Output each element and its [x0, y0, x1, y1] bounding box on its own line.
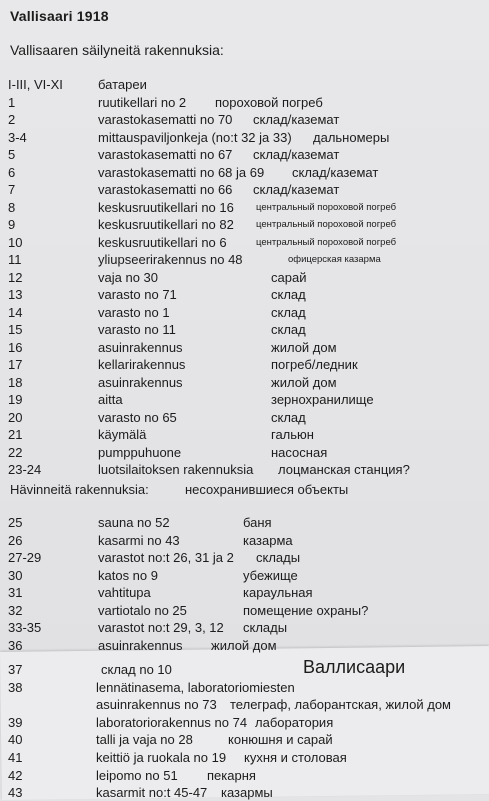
list-item [0, 696, 489, 713]
list-item [0, 767, 489, 784]
item-number: 7 [8, 182, 16, 197]
item-finnish-name: käymälä [98, 427, 147, 442]
item-finnish-name: keittiö ja ruokala no 19 [96, 750, 227, 765]
list-item [0, 679, 489, 696]
item-number: 16 [8, 339, 23, 355]
item-finnish-name: yliupseerirakennus no 48 [98, 252, 243, 267]
item-russian-name: телеграф, лаборантская, жилой дом [230, 697, 451, 713]
item-number: 6 [8, 164, 16, 180]
item-finnish-name: varastokasematti no 67 [98, 147, 233, 162]
list-item [0, 567, 489, 584]
item-russian-name: офицерская казарма [288, 254, 381, 265]
item-number: 14 [8, 304, 23, 320]
item-number: I-III, VI-XI [8, 77, 63, 92]
item-number: 1 [8, 94, 16, 110]
list-item [0, 549, 489, 566]
list-item [0, 269, 489, 286]
list-item [0, 76, 489, 93]
item-number: 41 [8, 750, 23, 765]
item-finnish-name: varasto no 71 [98, 287, 177, 302]
page-title: Vallisaari 1918 [10, 8, 109, 24]
item-number: 2 [8, 112, 16, 127]
lost-heading [10, 482, 349, 497]
item-finnish-name: vaja no 30 [98, 269, 158, 285]
list-item [0, 661, 489, 678]
list-item [0, 731, 489, 748]
item-russian-name: центральный пороховой погреб [256, 236, 397, 248]
item-russian-name: казармы [221, 785, 273, 801]
item-russian-name: помещение охраны? [243, 602, 369, 618]
item-number: 5 [8, 147, 16, 162]
item-russian-name: центральный пороховой погреб [256, 219, 397, 230]
item-finnish-name: asuinrakennus [98, 637, 183, 653]
item-russian-name: насосная [271, 444, 328, 460]
item-russian-name: склад [271, 322, 306, 337]
item-number: 25 [8, 515, 23, 530]
item-russian-name: зернохранилище [271, 392, 374, 407]
item-number: 17 [8, 357, 23, 372]
item-finnish-name: ruutikellari no 2 [98, 94, 187, 110]
item-number: 32 [8, 602, 23, 618]
lost-heading-ru: несохранившиеся объекты [185, 482, 349, 497]
item-russian-name: караульная [243, 585, 313, 600]
item-finnish-name: keskusruutikellari no 16 [98, 199, 234, 215]
item-number: 8 [8, 199, 16, 215]
list-item [0, 234, 489, 251]
item-finnish-name: lennätinasema, laboratoriomiesten [96, 679, 295, 695]
list-item [0, 749, 489, 766]
item-number: 42 [8, 767, 23, 783]
item-finnish-name: pumppuhuone [98, 444, 182, 460]
lost-heading-fi: Hävinneitä rakennuksia: [10, 482, 149, 497]
list-item [0, 374, 489, 391]
list-item [0, 602, 489, 619]
item-russian-name: жилой дом [271, 374, 337, 390]
item-finnish-name: varasto no 65 [98, 409, 177, 425]
item-number: 31 [8, 585, 23, 600]
item-russian-name: жилой дом [211, 637, 277, 653]
item-russian-name: склад/каземат [292, 164, 379, 180]
list-item [0, 584, 489, 601]
list-item [0, 714, 489, 731]
item-russian-name: склады [243, 620, 288, 635]
item-number: 18 [8, 374, 23, 390]
item-russian-name: лаборатория [255, 714, 334, 730]
item-number: 22 [8, 444, 23, 460]
item-number: 11 [8, 252, 22, 267]
item-russian-name: гальюн [271, 427, 314, 442]
item-russian-name: казарма [243, 532, 293, 548]
list-item [0, 461, 489, 478]
item-russian-name: сарай [271, 269, 307, 285]
list-item [0, 111, 489, 128]
item-number: 43 [8, 785, 23, 801]
item-finnish-name: vahtitupa [98, 585, 151, 600]
item-finnish-name: laboratoriorakennus no 74 [96, 714, 248, 730]
item-number: 30 [8, 567, 23, 583]
item-number: 12 [8, 269, 23, 285]
item-finnish-name: keskusruutikellari no 6 [98, 234, 227, 250]
item-number: 3-4 [8, 129, 27, 145]
item-number: 10 [8, 234, 23, 250]
item-russian-name: пороховой погреб [215, 94, 323, 110]
item-russian-name: пекарня [207, 767, 256, 783]
item-russian-name: склад/каземат [253, 147, 340, 162]
list-item [0, 532, 489, 549]
item-number: 33-35 [8, 620, 42, 635]
item-russian-name: конюшня и сарай [228, 732, 333, 748]
list-item [0, 129, 489, 146]
item-finnish-name: varastokasematti no 66 [98, 182, 233, 197]
item-russian-name: кухня и столовая [244, 750, 347, 765]
item-finnish-name: varastot no:t 29, 3, 12 [98, 620, 224, 635]
item-finnish-name: asuinrakennus no 73 [96, 697, 217, 713]
item-number: 26 [8, 532, 23, 548]
item-finnish-name: kellarirakennus [98, 357, 186, 372]
list-item [0, 784, 489, 801]
item-number: 15 [8, 322, 23, 337]
item-finnish-name: asuinrakennus [98, 374, 183, 390]
list-item [0, 199, 489, 216]
item-russian-name: склад [271, 287, 306, 302]
item-number: 39 [8, 714, 23, 730]
item-russian-name: склад no 10 [101, 662, 172, 677]
list-item [0, 637, 489, 654]
item-russian-name: баня [243, 515, 272, 530]
item-russian-name: склад/каземат [253, 112, 340, 127]
item-number: 37 [8, 662, 23, 677]
item-finnish-name: luotsilaitoksen rakennuksia [98, 462, 254, 477]
item-number: 9 [8, 217, 16, 232]
item-finnish-name: talli ja vaja no 28 [96, 732, 193, 748]
item-number: 19 [8, 392, 23, 407]
list-item [0, 514, 489, 531]
item-number: 36 [8, 637, 23, 653]
item-russian-name: жилой дом [271, 339, 337, 355]
list-item [0, 339, 489, 356]
item-number: 20 [8, 409, 23, 425]
item-russian-name: склад [271, 409, 306, 425]
item-finnish-name: vartiotalo no 25 [98, 602, 187, 618]
item-number: 27-29 [8, 550, 42, 565]
list-item [0, 356, 489, 373]
item-russian-name: погреб/ледник [271, 357, 358, 372]
list-item [0, 164, 489, 181]
list-item [0, 286, 489, 303]
list-item [0, 94, 489, 111]
list-item [0, 146, 489, 163]
list-item [0, 304, 489, 321]
list-item [0, 216, 489, 233]
item-number: 40 [8, 732, 23, 748]
list-item [0, 619, 489, 636]
list-item [0, 181, 489, 198]
item-finnish-name: katos no 9 [98, 567, 158, 583]
item-number: 13 [8, 287, 23, 302]
item-number: 21 [8, 427, 23, 442]
item-number: 38 [8, 679, 23, 695]
preserved-heading: Vallisaaren säilyneitä rakennuksia: [10, 42, 224, 58]
russian-title: Валлисаари [303, 657, 406, 677]
item-russian-name: склад [271, 304, 306, 320]
item-russian-name: убежище [243, 567, 298, 583]
item-finnish-name: kasarmi no 43 [98, 532, 180, 548]
list-item [0, 321, 489, 338]
item-finnish-name: varastot no:t 26, 31 ja 2 [98, 550, 234, 565]
item-russian-name: склад/каземат [253, 182, 340, 197]
item-finnish-name: keskusruutikellari no 82 [98, 217, 234, 232]
item-finnish-name: sauna no 52 [98, 515, 170, 530]
list-item [0, 426, 489, 443]
item-russian-name: дальномеры [313, 129, 390, 145]
item-finnish-name: leipomo no 51 [96, 767, 178, 783]
list-item [0, 251, 489, 268]
item-russian-name: батареи [98, 77, 147, 92]
item-number: 23-24 [8, 462, 42, 477]
item-finnish-name: varasto no 1 [98, 304, 170, 320]
item-russian-name: центральный пороховой погреб [256, 201, 397, 213]
item-finnish-name: mittauspaviljonkeja (no:t 32 ja 33) [98, 129, 292, 145]
item-finnish-name: varasto no 11 [98, 322, 176, 337]
list-item [0, 409, 489, 426]
item-finnish-name: asuinrakennus [98, 339, 183, 355]
list-item [0, 391, 489, 408]
item-finnish-name: varastokasematti no 68 ja 69 [98, 164, 265, 180]
item-finnish-name: varastokasematti no 70 [98, 112, 233, 127]
item-russian-name: склады [256, 550, 301, 565]
item-russian-name: лоцманская станция? [278, 462, 410, 477]
list-item [0, 444, 489, 461]
item-finnish-name: aitta [98, 392, 123, 407]
item-finnish-name: kasarmit no:t 45-47 [96, 785, 208, 801]
